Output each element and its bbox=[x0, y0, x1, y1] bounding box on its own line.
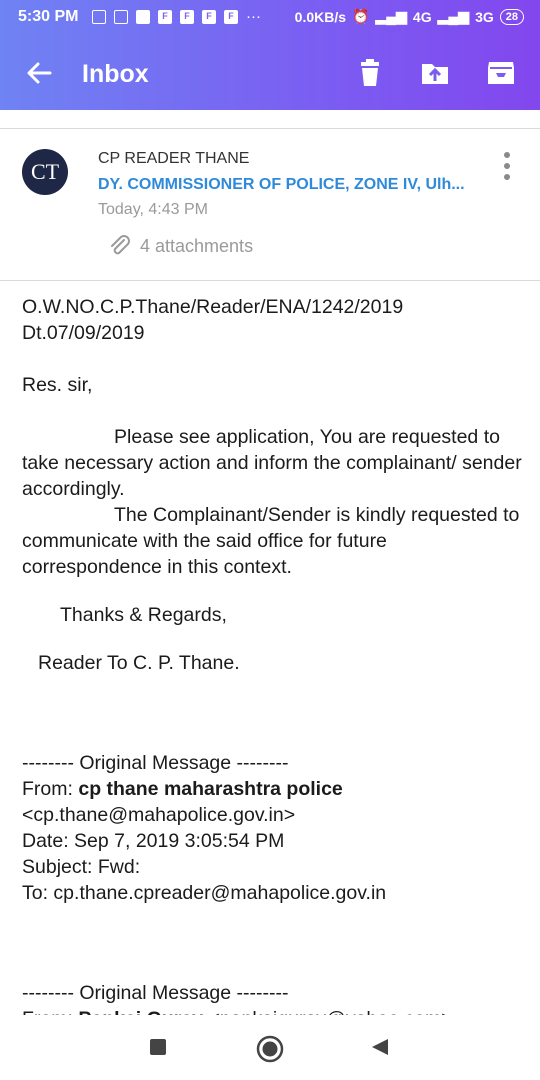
notification-icon bbox=[114, 10, 128, 24]
signature: Reader To C. P. Thane. bbox=[38, 652, 240, 674]
paragraph-2: The Complainant/Sender is kindly requested to communicate with the said office for future correspondence in this context. bbox=[22, 504, 520, 578]
original-message-header: -------- Original Message -------- bbox=[22, 752, 289, 774]
paperclip-icon bbox=[108, 234, 132, 258]
original-to[interactable]: To: cp.thane.cpreader@mahapolice.gov.in bbox=[22, 882, 387, 904]
navigation-bar bbox=[0, 1015, 540, 1080]
signal-icon: ▂▄▆ bbox=[437, 8, 470, 24]
from-name: cp thane maharashtra police bbox=[78, 778, 343, 800]
facebook-icon: F bbox=[180, 10, 194, 24]
attachments-link[interactable] bbox=[108, 234, 253, 258]
toolbar bbox=[0, 50, 540, 100]
closing: Thanks & Regards, bbox=[60, 604, 227, 626]
status-right bbox=[295, 8, 524, 25]
original-from: From: cp thane maharashtra police bbox=[22, 778, 343, 800]
recipient-line[interactable]: DY. COMMISSIONER OF POLICE, ZONE IV, Ulh... bbox=[98, 176, 465, 193]
battery-icon: 28 bbox=[500, 9, 524, 25]
home-circle-icon[interactable] bbox=[256, 1035, 284, 1063]
archive-icon[interactable] bbox=[486, 58, 516, 88]
trash-icon[interactable] bbox=[355, 58, 385, 88]
network-speed: 0.0KB/s bbox=[294, 8, 347, 25]
original-subject: Subject: Fwd: bbox=[22, 856, 141, 878]
facebook-icon: F bbox=[202, 10, 216, 24]
original-date: Date: Sep 7, 2019 3:05:54 PM bbox=[22, 830, 285, 852]
app-bar bbox=[0, 0, 540, 110]
divider bbox=[0, 280, 540, 281]
network-type-2: 3G bbox=[475, 8, 494, 25]
alarm-icon: ⏰ bbox=[352, 8, 370, 24]
original-from-email[interactable]: <cp.thane@mahapolice.gov.in> bbox=[22, 804, 296, 826]
more-notifications-icon: ··· bbox=[246, 8, 261, 25]
reference-number: O.W.NO.C.P.Thane/Reader/ENA/1242/2019 bbox=[22, 296, 404, 318]
facebook-icon: F bbox=[224, 10, 238, 24]
page-title: Inbox bbox=[82, 60, 149, 88]
status-time: 5:30 PM bbox=[18, 8, 79, 25]
back-triangle-icon[interactable] bbox=[370, 1037, 390, 1057]
arrow-left-icon[interactable] bbox=[24, 58, 54, 88]
email-body bbox=[22, 294, 522, 1032]
move-to-folder-icon[interactable] bbox=[420, 58, 450, 88]
reference-date: Dt.07/09/2019 bbox=[22, 322, 145, 344]
original-message-header-2: -------- Original Message -------- bbox=[22, 982, 289, 1004]
network-type-1: 4G bbox=[412, 8, 432, 25]
attachments-label: 4 attachments bbox=[140, 235, 254, 256]
paragraph-1: Please see application, You are requested to take necessary action and inform the complainant/ sender accordingly. bbox=[22, 426, 522, 500]
sender-name: CP READER THANE bbox=[98, 150, 250, 167]
notification-icon bbox=[136, 10, 150, 24]
avatar[interactable]: CT bbox=[22, 149, 68, 195]
email-time: Today, 4:43 PM bbox=[98, 201, 208, 218]
more-options-icon[interactable] bbox=[500, 152, 514, 184]
notification-icon bbox=[92, 10, 106, 24]
recents-square-icon[interactable] bbox=[148, 1037, 168, 1057]
signal-icon: ▂▄▆ bbox=[375, 8, 407, 24]
status-bar bbox=[0, 0, 540, 34]
divider bbox=[0, 128, 540, 129]
notification-icons bbox=[92, 8, 261, 25]
facebook-icon: F bbox=[158, 10, 172, 24]
greeting: Res. sir, bbox=[22, 374, 93, 396]
